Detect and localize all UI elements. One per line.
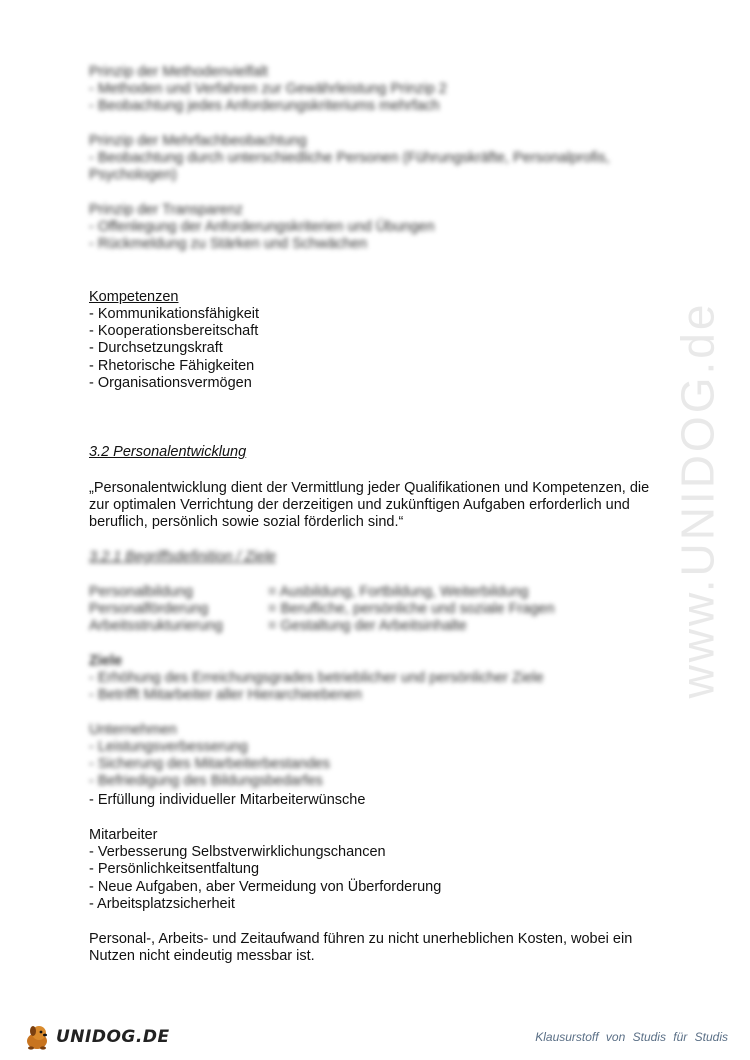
watermark bbox=[652, 270, 742, 730]
list-item: - Arbeitsplatzsicherheit bbox=[89, 896, 235, 912]
principle-3-line-2: - Rückmeldung zu Stärken und Schwächen bbox=[89, 236, 368, 252]
footer-tagline: Klausurstoff von Studis für Studis bbox=[535, 1030, 728, 1044]
list-item: - Organisationsvermögen bbox=[89, 375, 252, 391]
logo-text: UNIDOG.DE bbox=[56, 1027, 170, 1047]
list-item: - Neue Aufgaben, aber Vermeidung von Überforderung bbox=[89, 879, 442, 895]
definition: = Berufliche, persönliche und soziale Fragen bbox=[268, 601, 555, 617]
list-item: - Persönlichkeitsentfaltung bbox=[89, 861, 260, 877]
ziele-title: Ziele bbox=[89, 653, 123, 669]
ziele-line-2: - Betrifft Mitarbeiter aller Hierarchieebenen bbox=[89, 687, 362, 703]
quote-line-2: zur optimalen Verrichtung der derzeitigen und zukünftigen Aufgaben erforderlich und bbox=[89, 497, 630, 513]
list-item: - Durchsetzungskraft bbox=[89, 340, 223, 356]
dog-icon bbox=[22, 1022, 52, 1052]
definition: = Ausbildung, Fortbildung, Weiterbildung bbox=[268, 584, 529, 600]
watermark-text: www.UNIDOG.de bbox=[671, 301, 724, 699]
ziele-line-1: - Erhöhung des Erreichungsgrades betrieblicher und persönlicher Ziele bbox=[89, 670, 544, 686]
unternehmen-title: Unternehmen bbox=[89, 722, 177, 738]
principle-2-line-1: - Beobachtung durch unterschiedliche Personen (Führungskräfte, Personalprofis, bbox=[89, 150, 610, 166]
mitarbeiter-title: Mitarbeiter bbox=[89, 827, 158, 843]
principle-3-title: Prinzip der Transparenz bbox=[89, 202, 243, 218]
closing-line-2: Nutzen nicht eindeutig messbar ist. bbox=[89, 948, 315, 964]
definition: = Gestaltung der Arbeitsinhalte bbox=[268, 618, 467, 634]
term: Personalbildung bbox=[89, 584, 193, 600]
subsection-heading: 3.2.1 Begriffsdefinition / Ziele bbox=[89, 549, 276, 565]
quote-line-3: beruflich, persönlich sowie sozial förderlich sind.“ bbox=[89, 514, 404, 530]
term: Personalförderung bbox=[89, 601, 209, 617]
section-heading: 3.2 Personalentwicklung bbox=[89, 444, 247, 460]
kompetenzen-heading: Kompetenzen bbox=[89, 289, 179, 305]
principle-2-line-2: Psychologen) bbox=[89, 167, 177, 183]
unternehmen-line-3: - Befriedigung des Bildungsbedarfes bbox=[89, 773, 323, 789]
quote-line-1: „Personalentwicklung dient der Vermittlung jeder Qualifikationen und Kompetenzen, die bbox=[89, 480, 650, 496]
unternehmen-line-4: - Erfüllung individueller Mitarbeiterwünsche bbox=[89, 792, 366, 808]
unidog-logo[interactable] bbox=[22, 1022, 170, 1052]
list-item: - Kooperationsbereitschaft bbox=[89, 323, 259, 339]
principle-1-title: Prinzip der Methodenvielfalt bbox=[89, 64, 268, 80]
unternehmen-line-1: - Leistungsverbesserung bbox=[89, 739, 248, 755]
term: Arbeitsstrukturierung bbox=[89, 618, 223, 634]
principle-1-line-2: - Beobachtung jedes Anforderungskriteriums mehrfach bbox=[89, 98, 440, 114]
list-item: - Kommunikationsfähigkeit bbox=[89, 306, 260, 322]
principle-1-line-1: - Methoden und Verfahren zur Gewährleistung Prinzip 2 bbox=[89, 81, 447, 97]
list-item: - Rhetorische Fähigkeiten bbox=[89, 358, 255, 374]
principle-2-title: Prinzip der Mehrfachbeobachtung bbox=[89, 133, 307, 149]
principle-3-line-1: - Offenlegung der Anforderungskriterien und Übungen bbox=[89, 219, 435, 235]
closing-line-1: Personal-, Arbeits- und Zeitaufwand führen zu nicht unerheblichen Kosten, wobei ein bbox=[89, 931, 633, 947]
list-item: - Verbesserung Selbstverwirklichungschancen bbox=[89, 844, 386, 860]
unternehmen-line-2: - Sicherung des Mitarbeiterbestandes bbox=[89, 756, 330, 772]
